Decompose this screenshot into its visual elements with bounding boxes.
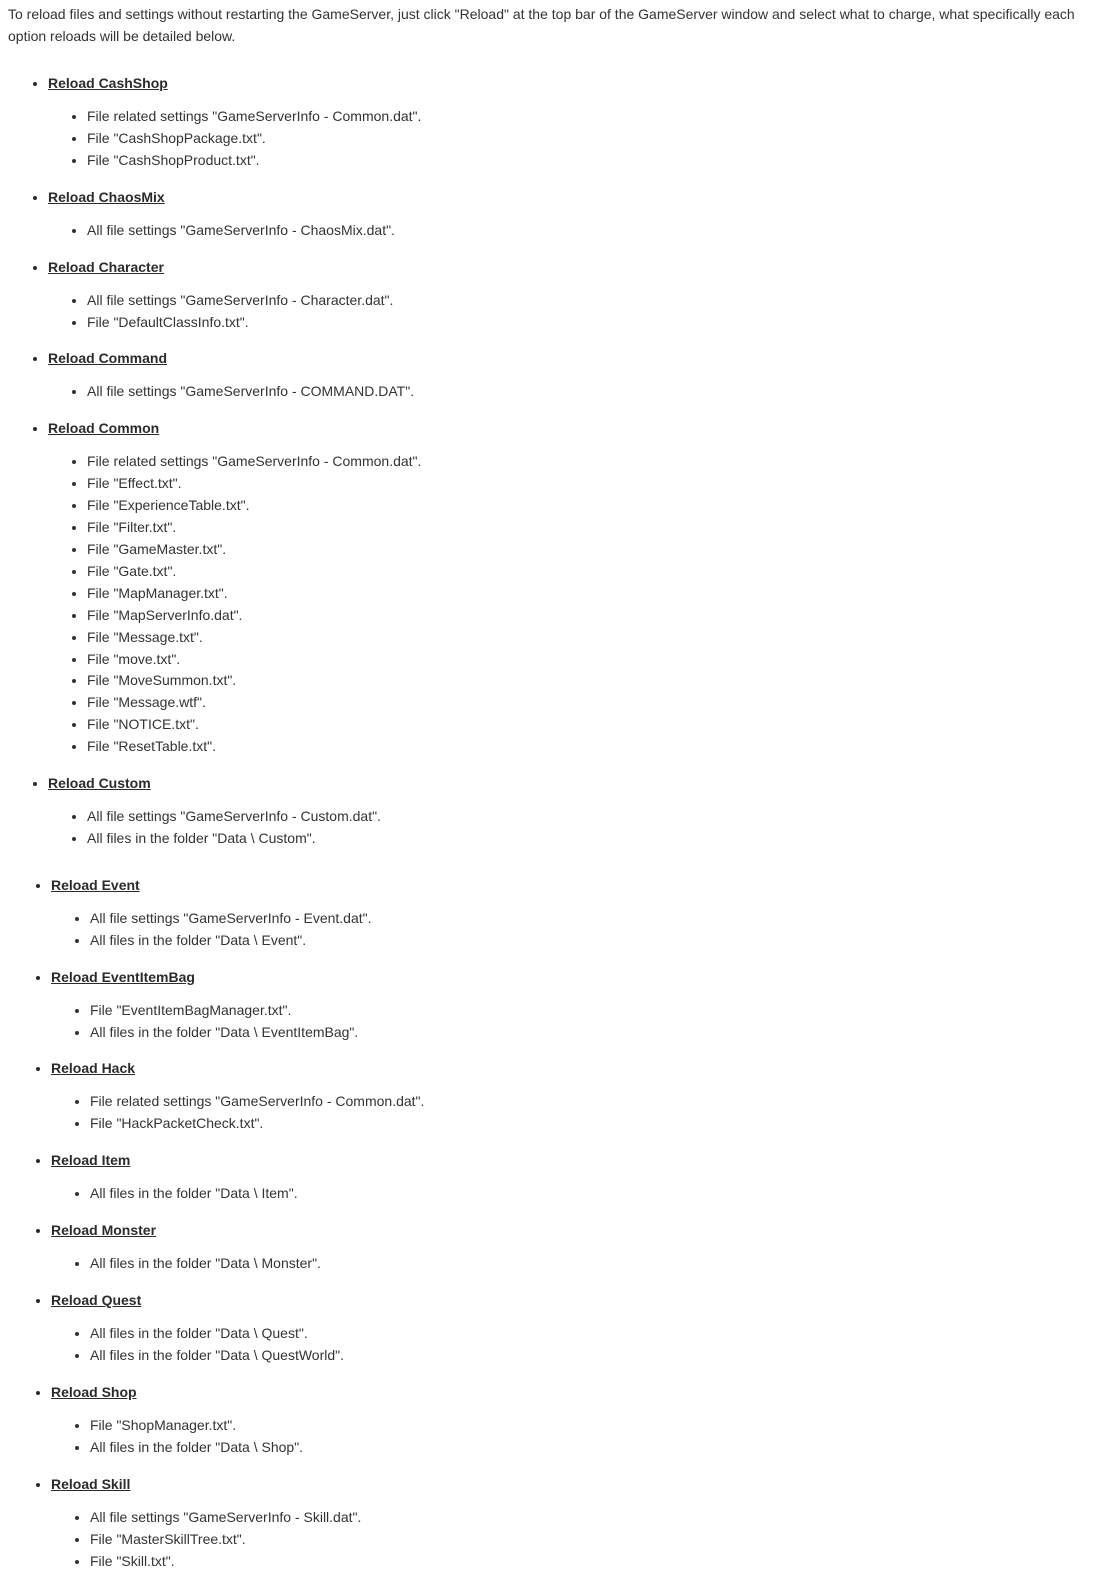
section-reload-chaosmix (48, 186, 1108, 242)
list-item: • All file settings "GameServerInfo - Custom.dat". (87, 806, 1108, 828)
section-heading-reload-eventitembag[interactable]: Reload EventItemBag (51, 968, 195, 985)
list-item: • All file settings "GameServerInfo - Character.dat". (87, 290, 1108, 312)
list-item: • File "CashShopProduct.txt". (87, 150, 1108, 172)
list-item: • File "move.txt". (87, 649, 1108, 671)
section-heading-reload-hack[interactable]: Reload Hack (51, 1060, 136, 1077)
section-items (48, 106, 1108, 172)
section-reload-event (51, 874, 1108, 952)
section-reload-skill (51, 1473, 1108, 1573)
list-item: • All file settings "GameServerInfo - ChaosMix.dat". (87, 220, 1108, 242)
list-item: • All files in the folder "Data \ Custom". (87, 828, 1108, 850)
section-reload-cashshop (48, 72, 1108, 172)
list-item: • All files in the folder "Data \ Monster". (90, 1253, 1108, 1275)
intro-paragraph: To reload files and settings without restarting the GameServer, just click "Reload" at the top bar of the GameServer window and select what to charge, what specifically each option reloads will be detailed below. (8, 6, 1075, 44)
section-items (51, 1091, 1108, 1135)
reload-options-list-continued (8, 874, 1108, 1573)
list-item: • All file settings "GameServerInfo - Event.dat". (90, 908, 1108, 930)
section-items (48, 451, 1108, 758)
list-item: • File "Message.txt". (87, 627, 1108, 649)
reload-options-list (8, 72, 1108, 850)
section-items (51, 1183, 1108, 1205)
section-heading-reload-quest[interactable]: Reload Quest (51, 1292, 142, 1309)
section-heading-reload-item[interactable]: Reload Item (51, 1152, 131, 1169)
section-reload-custom (48, 772, 1108, 850)
section-heading-reload-character[interactable]: Reload Character (48, 258, 164, 275)
section-items (51, 908, 1108, 952)
list-item: • File "ShopManager.txt". (90, 1415, 1108, 1437)
list-item: • File "Effect.txt". (87, 473, 1108, 495)
list-item: • All files in the folder "Data \ Item". (90, 1183, 1108, 1205)
section-items (48, 220, 1108, 242)
section-heading-reload-skill[interactable]: Reload Skill (51, 1475, 131, 1492)
document-body (8, 3, 1108, 1586)
section-heading-reload-common[interactable]: Reload Common (48, 420, 160, 437)
list-item: • File "Message.wtf". (87, 692, 1108, 714)
list-item: • File "HackPacketCheck.txt". (90, 1113, 1108, 1135)
list-item: • File "MoveSummon.txt". (87, 670, 1108, 692)
list-item: • File related settings "GameServerInfo - Common.dat". (87, 106, 1108, 128)
list-item: • File "DefaultClassInfo.txt". (87, 312, 1108, 334)
section-reload-quest (51, 1289, 1108, 1367)
section-reload-monster (51, 1219, 1108, 1275)
section-reload-character (48, 256, 1108, 334)
section-items (51, 1253, 1108, 1275)
section-items (51, 1507, 1108, 1573)
list-item: • File "ExperienceTable.txt". (87, 495, 1108, 517)
section-heading-reload-event[interactable]: Reload Event (51, 876, 140, 893)
list-item: • File "Filter.txt". (87, 517, 1108, 539)
section-heading-reload-cashshop[interactable]: Reload CashShop (48, 75, 168, 91)
list-item: • All files in the folder "Data \ Event". (90, 930, 1108, 952)
section-heading-reload-monster[interactable]: Reload Monster (51, 1222, 157, 1239)
list-item: • File "MapServerInfo.dat". (87, 605, 1108, 627)
section-items (48, 290, 1108, 334)
section-reload-item (51, 1149, 1108, 1205)
section-reload-command (48, 347, 1108, 403)
list-item: • File "CashShopPackage.txt". (87, 128, 1108, 150)
section-heading-reload-shop[interactable]: Reload Shop (51, 1383, 137, 1400)
section-reload-shop (51, 1381, 1108, 1459)
list-item: • File "EventItemBagManager.txt". (90, 1000, 1108, 1022)
list-item: • All files in the folder "Data \ QuestWorld". (90, 1345, 1108, 1367)
list-item: • File "ResetTable.txt". (87, 736, 1108, 758)
section-items (48, 381, 1108, 403)
list-item: • All files in the folder "Data \ Shop". (90, 1437, 1108, 1459)
list-item: • All file settings "GameServerInfo - COMMAND.DAT". (87, 381, 1108, 403)
section-heading-reload-chaosmix[interactable]: Reload ChaosMix (48, 188, 165, 205)
section-reload-eventitembag (51, 966, 1108, 1044)
list-item: • File "Gate.txt". (87, 561, 1108, 583)
section-items (51, 1323, 1108, 1367)
list-item: • All files in the folder "Data \ Quest". (90, 1323, 1108, 1345)
section-reload-hack (51, 1057, 1108, 1135)
list-item: • File "MasterSkillTree.txt". (90, 1529, 1108, 1551)
section-heading-reload-custom[interactable]: Reload Custom (48, 775, 151, 792)
list-item: • All file settings "GameServerInfo - Skill.dat". (90, 1507, 1108, 1529)
list-item: • All files in the folder "Data \ EventItemBag". (90, 1022, 1108, 1044)
section-reload-common (48, 417, 1108, 758)
list-item: • File "GameMaster.txt". (87, 539, 1108, 561)
section-items (48, 806, 1108, 850)
section-items (51, 1000, 1108, 1044)
list-item: • File related settings "GameServerInfo - Common.dat". (87, 451, 1108, 473)
list-item: • File "Skill.txt". (90, 1551, 1108, 1573)
section-heading-reload-command[interactable]: Reload Command (48, 350, 168, 367)
list-item: • File "NOTICE.txt". (87, 714, 1108, 736)
list-item: • File "MapManager.txt". (87, 583, 1108, 605)
section-items (51, 1415, 1108, 1459)
list-item: • File related settings "GameServerInfo - Common.dat". (90, 1091, 1108, 1113)
